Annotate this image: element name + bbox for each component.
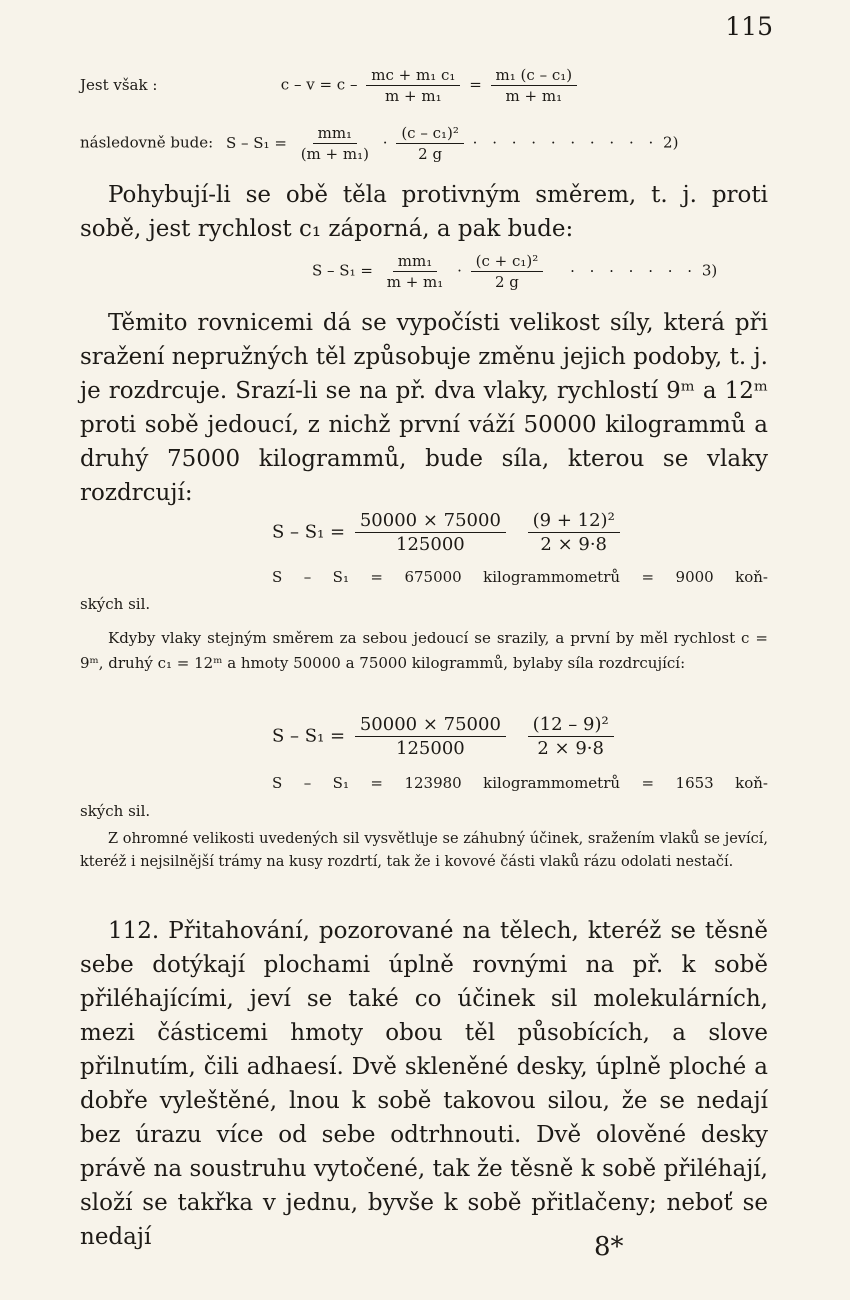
equation-1-fraction-b: $\frac{\text{m₁ (c – c₁)}}{\text{m + m₁}}$ <box>491 66 578 105</box>
equation-5-continuation: ských sil. <box>80 595 151 613</box>
equation-2-lhs: S – S₁ = <box>225 133 287 152</box>
equation-7: S – S₁ = 123980 kilogrammometrů = 1653 koň- <box>272 774 768 792</box>
equation-2-fraction-b: $\frac{\text{(c – c₁)²}}{2 g}$ <box>396 124 464 163</box>
paragraph-1: Pohybují-li se obě těla protivným směrem, t. j. proti sobě, jest rychlost c₁ záporná, a pak bude: <box>80 182 768 242</box>
equation-6-fraction-a: $\frac{50000 \times 75000}{125000}$ <box>355 714 506 759</box>
equation-6: S – S₁ = $\frac{50000 \times 75000}{125000}$ $\frac{\text{(12 – 9)²}}{2 \times 9\cdot 8}$ <box>272 714 618 759</box>
equation-2: následovně bude: S – S₁ = $\frac{\text{mm₁}}{\text{(m + m₁)}}$ · $\frac{\text{(c – c₁)²}}{2 g}$ · · · · · · · · · · 2) <box>80 124 679 163</box>
equation-3-fraction-a: $\frac{\text{mm₁}}{\text{m + m₁}}$ <box>386 252 444 291</box>
equation-1: Jest však : c – v = c – $\frac{\text{mc + m₁ c₁}}{\text{m + m₁}}$ = $\frac{\text{m₁ (c – c₁)}}{\text{m + m₁}}$ <box>80 66 581 105</box>
equation-4: S – S₁ = $\frac{50000 \times 75000}{125000}$ $\frac{\text{(9 + 12)²}}{2 \times 9\cdot 8}$ <box>272 510 624 555</box>
paragraph-2: Těmito rovnicemi dá se vypočísti velikost síly, která při sražení nepružných těl způsobuje změnu jejich podoby, t. j. je rozdrcuje. Srazí-li se na př. dva vlaky, rychlostí 9ᵐ a 12ᵐ proti sobě jedoucí, z nichž první váží 50000 kilogrammů a druhý 75000 kilogrammů, bude síla, kterou se vlaky rozdrcují: <box>80 310 768 506</box>
paragraph-section-112: 112. Přitahování, pozorované na tělech, kteréž se těsně sebe dotýkají plochami úplně rovnými na př. k sobě přiléhajícími, jeví se také co účinek sil molekulárních, mezi částicemi hmoty obou těl působících, a slove přilnutím, čili adhaesí. Dvě skleněné desky, úplně ploché a dobře vyleštěné, lnou k sobě takovou silou, že se nedají bez úrazu více od sebe odtrhnouti. Dvě olověné desky právě na soustruhu vytočené, tak že těsně k sobě přiléhají, složí se takřka v jednu, byvše k sobě přitlačeny; neboť se nedají <box>80 918 768 1250</box>
equation-5: S – S₁ = 675000 kilogrammometrů = 9000 koň- <box>272 568 768 586</box>
paragraph-3: Kdyby vlaky stejným směrem za sebou jedoucí se srazily, a první by měl rychlost c = 9ᵐ, druhý c₁ = 12ᵐ a hmoty 50000 a 75000 kilogrammů, bylaby síla rozdrcující: <box>80 629 768 672</box>
equation-7-continuation: ských sil. <box>80 802 151 820</box>
equation-1-lhs: c – v = c – <box>280 75 358 94</box>
paragraph-4: Z ohromné velikosti uvedených sil vysvětluje se záhubný účinek, sražením vlaků se jevící, kteréž i nejsilnější trámy na kusy rozdrtí, tak že i kovové části vlaků rázu odolati nestačí. <box>80 831 768 870</box>
equation-1-fraction-a: $\frac{\text{mc + m₁ c₁}}{\text{m + m₁}}$ <box>366 66 460 105</box>
page-number: 115 <box>725 12 773 41</box>
equation-2-ref: 2) <box>663 133 679 152</box>
signature-mark: 8* <box>594 1232 624 1262</box>
equation-2-lead: následovně bude: <box>80 133 214 152</box>
equation-3: S – S₁ = $\frac{\text{mm₁}}{\text{m + m₁}}$ · $\frac{\text{(c + c₁)²}}{2 g}$ · · · · · · · 3) <box>312 252 718 291</box>
equation-2-fraction-a: $\frac{\text{mm₁}}{\text{(m + m₁)}}$ <box>300 124 369 163</box>
equation-4-fraction-b: $\frac{\text{(9 + 12)²}}{2 \times 9\cdot 8}$ <box>528 510 620 555</box>
equation-3-fraction-b: $\frac{\text{(c + c₁)²}}{2 g}$ <box>471 252 544 291</box>
equation-3-ref: 3) <box>701 261 718 280</box>
equation-4-fraction-a: $\frac{50000 \times 75000}{125000}$ <box>355 510 506 555</box>
equation-1-lead: Jest však : <box>80 75 158 94</box>
equation-6-fraction-b: $\frac{\text{(12 – 9)²}}{2 \times 9\cdot 8}$ <box>528 714 614 759</box>
